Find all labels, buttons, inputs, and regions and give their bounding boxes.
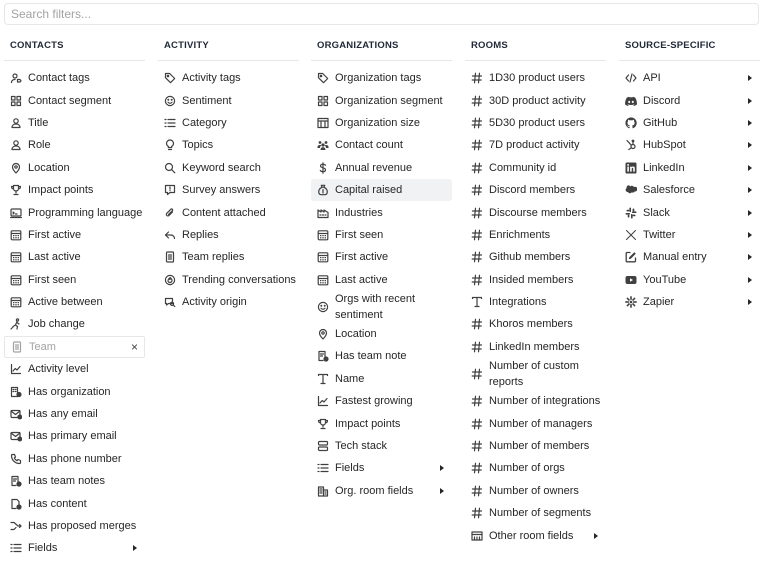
filter-item-discord[interactable] xyxy=(619,89,760,111)
filter-item-label: Sentiment xyxy=(182,94,232,107)
filter-item-label: 30D product activity xyxy=(489,94,586,107)
filter-item-label: Discourse members xyxy=(489,206,587,219)
caret-right-icon xyxy=(748,210,752,216)
filter-item-team[interactable] xyxy=(4,336,145,358)
paperclip-icon xyxy=(164,207,176,219)
filter-item-label: Github members xyxy=(489,251,571,264)
filter-item-label: Replies xyxy=(182,228,219,241)
trophy-icon xyxy=(10,184,22,196)
search-filters-input[interactable] xyxy=(4,3,759,25)
filter-item-title[interactable] xyxy=(4,112,145,134)
hash-icon xyxy=(471,229,483,241)
filter-item-impact-points[interactable] xyxy=(311,412,452,434)
filter-item-capital-raised[interactable] xyxy=(311,179,452,201)
lightbulb-icon xyxy=(164,139,176,151)
filter-item-location[interactable] xyxy=(311,323,452,345)
filter-item-sentiment[interactable] xyxy=(158,89,299,111)
caret-right-icon xyxy=(748,187,752,193)
filter-item-label: API xyxy=(643,72,661,85)
filter-item-label: Location xyxy=(335,328,377,341)
chat-search-icon xyxy=(164,296,176,308)
filter-item-label: Programming language xyxy=(28,206,143,219)
filter-item-label: Location xyxy=(28,161,70,174)
hash-icon xyxy=(471,274,483,286)
filter-item-khoros-members[interactable] xyxy=(465,313,606,335)
filter-item-label: Keyword search xyxy=(182,161,261,174)
filter-item-label: Number of custom reports xyxy=(489,360,579,389)
filter-item-label: Job change xyxy=(28,318,85,331)
filter-item-team-replies[interactable] xyxy=(158,246,299,268)
user-tag-icon xyxy=(10,72,22,84)
users-icon xyxy=(317,139,329,151)
filter-item-manual-entry[interactable] xyxy=(619,246,760,268)
hash-icon xyxy=(471,485,483,497)
building-size-icon xyxy=(317,117,329,129)
column-contacts xyxy=(4,30,145,560)
linkedin-icon xyxy=(625,162,637,174)
caret-right-icon xyxy=(748,277,752,283)
filter-item-label: Manual entry xyxy=(643,251,707,264)
filter-item-label: Active between xyxy=(28,296,103,309)
filter-item-label: Zapier xyxy=(643,296,675,309)
filter-item-org-room-fields[interactable] xyxy=(311,480,452,502)
stack-icon xyxy=(317,440,329,452)
filter-item-first-active[interactable] xyxy=(4,224,145,246)
filter-item-contact-count[interactable] xyxy=(311,134,452,156)
mail-check-icon xyxy=(10,430,22,442)
caret-right-icon xyxy=(440,465,444,471)
filter-item-first-seen[interactable] xyxy=(4,269,145,291)
filter-item-impact-points[interactable] xyxy=(4,179,145,201)
filter-item-linkedin[interactable] xyxy=(619,157,760,179)
filter-item-fields[interactable] xyxy=(311,457,452,479)
calendar-icon xyxy=(10,229,22,241)
caret-right-icon xyxy=(594,533,598,539)
filter-item-label: Team replies xyxy=(182,251,245,264)
hash-icon xyxy=(471,395,483,407)
filter-item-label: HubSpot xyxy=(643,139,686,152)
filter-item-last-active[interactable] xyxy=(4,246,145,268)
badge-icon xyxy=(164,251,176,263)
filter-item-label: Other room fields xyxy=(489,529,574,542)
filter-item-name[interactable] xyxy=(311,368,452,390)
filter-item-hubspot[interactable] xyxy=(619,134,760,156)
filter-item-location[interactable] xyxy=(4,157,145,179)
caret-right-icon xyxy=(440,488,444,494)
calendar-icon xyxy=(317,251,329,263)
filter-item-label: Impact points xyxy=(335,417,401,430)
note-check-icon xyxy=(317,350,329,362)
filter-item-label: Organization tags xyxy=(335,72,422,85)
caret-right-icon xyxy=(748,142,752,148)
text-icon xyxy=(317,373,329,385)
salesforce-icon xyxy=(625,184,637,196)
text-icon xyxy=(471,296,483,308)
column-title: ACTIVITY xyxy=(158,30,299,61)
filter-item-activity-origin[interactable] xyxy=(158,291,299,313)
filter-item-insided-members[interactable] xyxy=(465,269,606,291)
column-title: CONTACTS xyxy=(4,30,145,61)
tag-icon xyxy=(317,72,329,84)
zapier-icon xyxy=(625,296,637,308)
caret-right-icon xyxy=(748,232,752,238)
filter-item-activity-tags[interactable] xyxy=(158,67,299,89)
hash-icon xyxy=(471,95,483,107)
hubspot-icon xyxy=(625,139,637,151)
filter-item-30d-product-activity[interactable] xyxy=(465,89,606,111)
filter-item-contact-tags[interactable] xyxy=(4,67,145,89)
close-icon[interactable]: × xyxy=(130,339,138,354)
filter-item-label: Category xyxy=(182,116,227,129)
flame-icon xyxy=(164,274,176,286)
filter-item-label: Contact segment xyxy=(28,94,112,107)
filter-item-label: Has content xyxy=(28,497,87,510)
filter-item-has-team-note[interactable] xyxy=(311,345,452,367)
filter-item-replies[interactable] xyxy=(158,224,299,246)
filter-item-label: Content attached xyxy=(182,206,266,219)
calendar-icon xyxy=(317,274,329,286)
caret-right-icon xyxy=(748,165,752,171)
filter-list xyxy=(465,61,606,547)
smile-icon xyxy=(317,301,329,313)
building-icon xyxy=(317,485,329,497)
code-icon xyxy=(625,72,637,84)
filter-item-discourse-members[interactable] xyxy=(465,201,606,223)
filter-list xyxy=(311,61,452,502)
filter-item-label: Community id xyxy=(489,161,557,174)
filter-item-label: Activity tags xyxy=(182,72,241,85)
filter-item-has-any-email[interactable] xyxy=(4,403,145,425)
caret-right-icon xyxy=(748,254,752,260)
calendar-icon xyxy=(10,274,22,286)
filter-item-label: Has team notes xyxy=(28,475,106,488)
filter-item-label: Has organization xyxy=(28,385,111,398)
filter-item-label: Topics xyxy=(182,139,214,152)
filter-item-label: Has phone number xyxy=(28,452,122,465)
money-bag-icon xyxy=(317,184,329,196)
user-icon xyxy=(10,139,22,151)
filter-item-enrichments[interactable] xyxy=(465,224,606,246)
filter-item-zapier[interactable] xyxy=(619,291,760,313)
column-title: SOURCE-SPECIFIC xyxy=(619,30,760,61)
note-check-icon xyxy=(10,475,22,487)
hash-icon xyxy=(471,418,483,430)
filter-item-number-of-owners[interactable] xyxy=(465,480,606,502)
filter-item-label: Organization segment xyxy=(335,94,443,107)
filter-item-label: Contact tags xyxy=(28,72,90,85)
filter-item-1d30-product-users[interactable] xyxy=(465,67,606,89)
filter-item-has-phone-number[interactable] xyxy=(4,448,145,470)
reply-icon xyxy=(164,229,176,241)
filter-item-trending-conversations[interactable] xyxy=(158,269,299,291)
filter-item-discord-members[interactable] xyxy=(465,179,606,201)
filter-item-label: Number of segments xyxy=(489,507,592,520)
location-pin-icon xyxy=(10,162,22,174)
filter-item-label: Number of integrations xyxy=(489,395,601,408)
filter-item-label: Org. room fields xyxy=(335,484,414,497)
filter-item-label: 7D product activity xyxy=(489,139,580,152)
filter-item-orgs-with-recent-sentiment[interactable] xyxy=(311,291,452,323)
smile-icon xyxy=(164,95,176,107)
filter-item-activity-level[interactable] xyxy=(4,358,145,380)
filter-item-label: Has any email xyxy=(28,408,98,421)
tag-icon xyxy=(164,72,176,84)
filter-item-category[interactable] xyxy=(158,112,299,134)
grid-icon xyxy=(10,95,22,107)
filter-item-number-of-segments[interactable] xyxy=(465,502,606,524)
filter-item-linkedin-members[interactable] xyxy=(465,336,606,358)
filter-item-label: Name xyxy=(335,372,365,385)
hash-icon xyxy=(471,184,483,196)
filter-item-role[interactable] xyxy=(4,134,145,156)
badge-icon xyxy=(11,341,23,353)
filter-item-label: Twitter xyxy=(643,228,676,241)
hash-icon xyxy=(471,341,483,353)
hash-icon xyxy=(471,368,483,380)
filter-item-label: First seen xyxy=(28,273,77,286)
filter-item-github-members[interactable] xyxy=(465,246,606,268)
slack-icon xyxy=(625,207,637,219)
filter-item-twitter[interactable] xyxy=(619,224,760,246)
filter-item-label: Has primary email xyxy=(28,430,117,443)
x-twitter-icon xyxy=(625,229,637,241)
filter-item-first-active[interactable] xyxy=(311,246,452,268)
filter-item-label: 1D30 product users xyxy=(489,72,585,85)
filter-item-label: Number of managers xyxy=(489,417,593,430)
calendar-icon xyxy=(317,229,329,241)
filter-item-has-content[interactable] xyxy=(4,492,145,514)
filter-item-label: Slack xyxy=(643,206,670,219)
filter-item-label: Trending conversations xyxy=(182,273,296,286)
filter-item-fields[interactable] xyxy=(4,537,145,559)
hash-icon xyxy=(471,72,483,84)
filter-item-number-of-members[interactable] xyxy=(465,435,606,457)
filter-item-annual-revenue[interactable] xyxy=(311,157,452,179)
hash-icon xyxy=(471,440,483,452)
dollar-icon xyxy=(317,162,329,174)
filter-item-label: Activity origin xyxy=(182,296,247,309)
mail-check-icon xyxy=(10,408,22,420)
filter-item-has-team-notes[interactable] xyxy=(4,470,145,492)
filter-item-label: Industries xyxy=(335,206,383,219)
hash-icon xyxy=(471,139,483,151)
filter-item-label: Orgs with recent sentiment xyxy=(335,292,416,321)
filter-item-7d-product-activity[interactable] xyxy=(465,134,606,156)
filter-item-label: Integrations xyxy=(489,296,547,309)
room-icon xyxy=(471,530,483,542)
filter-item-label: Insided members xyxy=(489,273,574,286)
hash-icon xyxy=(471,507,483,519)
survey-icon xyxy=(164,184,176,196)
column-organizations xyxy=(311,30,452,502)
filter-item-survey-answers[interactable] xyxy=(158,179,299,201)
caret-right-icon xyxy=(133,545,137,551)
filter-item-has-organization[interactable] xyxy=(4,380,145,402)
filter-item-number-of-managers[interactable] xyxy=(465,412,606,434)
filter-item-number-of-custom-reports[interactable] xyxy=(465,358,606,390)
filter-item-label: Organization size xyxy=(335,116,420,129)
factory-icon xyxy=(317,207,329,219)
column-title: ORGANIZATIONS xyxy=(311,30,452,61)
filter-item-label: 5D30 product users xyxy=(489,116,585,129)
calendar-icon xyxy=(10,296,22,308)
column-rooms xyxy=(465,30,606,547)
filter-item-youtube[interactable] xyxy=(619,269,760,291)
building-check-icon xyxy=(10,386,22,398)
filter-item-community-id[interactable] xyxy=(465,157,606,179)
line-chart-icon xyxy=(10,363,22,375)
hash-icon xyxy=(471,462,483,474)
filter-item-label: Khoros members xyxy=(489,318,573,331)
filter-item-label: Fields xyxy=(335,462,365,475)
filter-item-label: Has proposed merges xyxy=(28,520,137,532)
filter-item-active-between[interactable] xyxy=(4,291,145,313)
filter-item-5d30-product-users[interactable] xyxy=(465,112,606,134)
filter-item-label: YouTube xyxy=(643,273,687,286)
caret-right-icon xyxy=(748,98,752,104)
caret-right-icon xyxy=(748,299,752,305)
edit-icon xyxy=(625,251,637,263)
filter-item-organization-tags[interactable] xyxy=(311,67,452,89)
youtube-icon xyxy=(625,274,637,286)
file-check-icon xyxy=(10,498,22,510)
filter-item-label: Capital raised xyxy=(335,184,403,197)
user-icon xyxy=(10,117,22,129)
line-chart-icon xyxy=(317,395,329,407)
discord-icon xyxy=(625,95,637,107)
filter-item-contact-segment[interactable] xyxy=(4,89,145,111)
filter-item-label: Fields xyxy=(28,542,58,555)
column-title: ROOMS xyxy=(465,30,606,61)
phone-icon xyxy=(10,453,22,465)
filter-item-tech-stack[interactable] xyxy=(311,435,452,457)
filter-item-label: Tech stack xyxy=(335,440,387,453)
hash-icon xyxy=(471,117,483,129)
terminal-icon xyxy=(10,207,22,219)
hash-icon xyxy=(471,207,483,219)
column-source-specific xyxy=(619,30,760,313)
filter-item-api[interactable] xyxy=(619,67,760,89)
filter-item-has-primary-email[interactable] xyxy=(4,425,145,447)
filter-item-label: Impact points xyxy=(28,184,94,197)
filter-list xyxy=(619,61,760,313)
filter-item-salesforce[interactable] xyxy=(619,179,760,201)
hash-icon xyxy=(471,162,483,174)
filter-item-label: First active xyxy=(28,228,82,241)
filter-item-label: Discord members xyxy=(489,184,576,197)
filter-item-label: Salesforce xyxy=(643,184,695,197)
filter-item-organization-segment[interactable] xyxy=(311,89,452,111)
filter-item-has-proposed-merges[interactable] xyxy=(4,515,145,537)
filter-item-label: Last active xyxy=(28,251,81,264)
filter-item-label: Fastest growing xyxy=(335,395,413,408)
filter-list xyxy=(4,61,145,560)
filter-item-other-room-fields[interactable] xyxy=(465,524,606,546)
grid-icon xyxy=(317,95,329,107)
filter-item-job-change[interactable] xyxy=(4,313,145,335)
filter-item-label: Title xyxy=(28,116,49,129)
filter-item-github[interactable] xyxy=(619,112,760,134)
filter-item-label: First seen xyxy=(335,228,384,241)
hash-icon xyxy=(471,251,483,263)
filter-item-label: Has team note xyxy=(335,350,407,363)
list-icon xyxy=(164,117,176,129)
filter-item-topics[interactable] xyxy=(158,134,299,156)
filter-item-label: Discord xyxy=(643,94,681,107)
filter-item-label: Role xyxy=(28,139,51,152)
filter-item-label: First active xyxy=(335,251,389,264)
filter-item-content-attached[interactable] xyxy=(158,201,299,223)
merge-icon xyxy=(10,520,22,532)
filter-item-label: Survey answers xyxy=(182,184,261,197)
filter-item-label: LinkedIn members xyxy=(489,340,580,353)
filter-item-fastest-growing[interactable] xyxy=(311,390,452,412)
column-activity xyxy=(158,30,299,313)
list-icon xyxy=(10,542,22,554)
github-icon xyxy=(625,117,637,129)
filter-item-organization-size[interactable] xyxy=(311,112,452,134)
calendar-icon xyxy=(10,251,22,263)
filter-item-label: Number of members xyxy=(489,440,590,453)
filter-item-first-seen[interactable] xyxy=(311,224,452,246)
filter-item-programming-language[interactable] xyxy=(4,201,145,223)
filter-item-keyword-search[interactable] xyxy=(158,157,299,179)
filter-item-label: Team xyxy=(29,340,56,353)
search-icon xyxy=(164,162,176,174)
filter-item-label: Last active xyxy=(335,273,388,286)
filter-item-last-active[interactable] xyxy=(311,269,452,291)
filter-item-label: Annual revenue xyxy=(335,161,413,174)
filter-item-number-of-orgs[interactable] xyxy=(465,457,606,479)
list-icon xyxy=(317,462,329,474)
filter-item-label: GitHub xyxy=(643,116,678,129)
filter-item-label: LinkedIn xyxy=(643,161,685,174)
filter-item-integrations[interactable] xyxy=(465,291,606,313)
filter-item-label: Activity level xyxy=(28,363,89,376)
filter-item-label: Number of orgs xyxy=(489,462,565,475)
filter-list xyxy=(158,61,299,313)
hash-icon xyxy=(471,318,483,330)
filter-item-label: Enrichments xyxy=(489,228,551,241)
filter-item-industries[interactable] xyxy=(311,201,452,223)
caret-right-icon xyxy=(748,120,752,126)
filter-item-number-of-integrations[interactable] xyxy=(465,390,606,412)
location-pin-icon xyxy=(317,328,329,340)
caret-right-icon xyxy=(748,75,752,81)
filter-item-label: Contact count xyxy=(335,139,403,152)
trophy-icon xyxy=(317,418,329,430)
filter-item-label: Number of owners xyxy=(489,484,579,497)
job-change-icon xyxy=(10,318,22,330)
filter-item-slack[interactable] xyxy=(619,201,760,223)
